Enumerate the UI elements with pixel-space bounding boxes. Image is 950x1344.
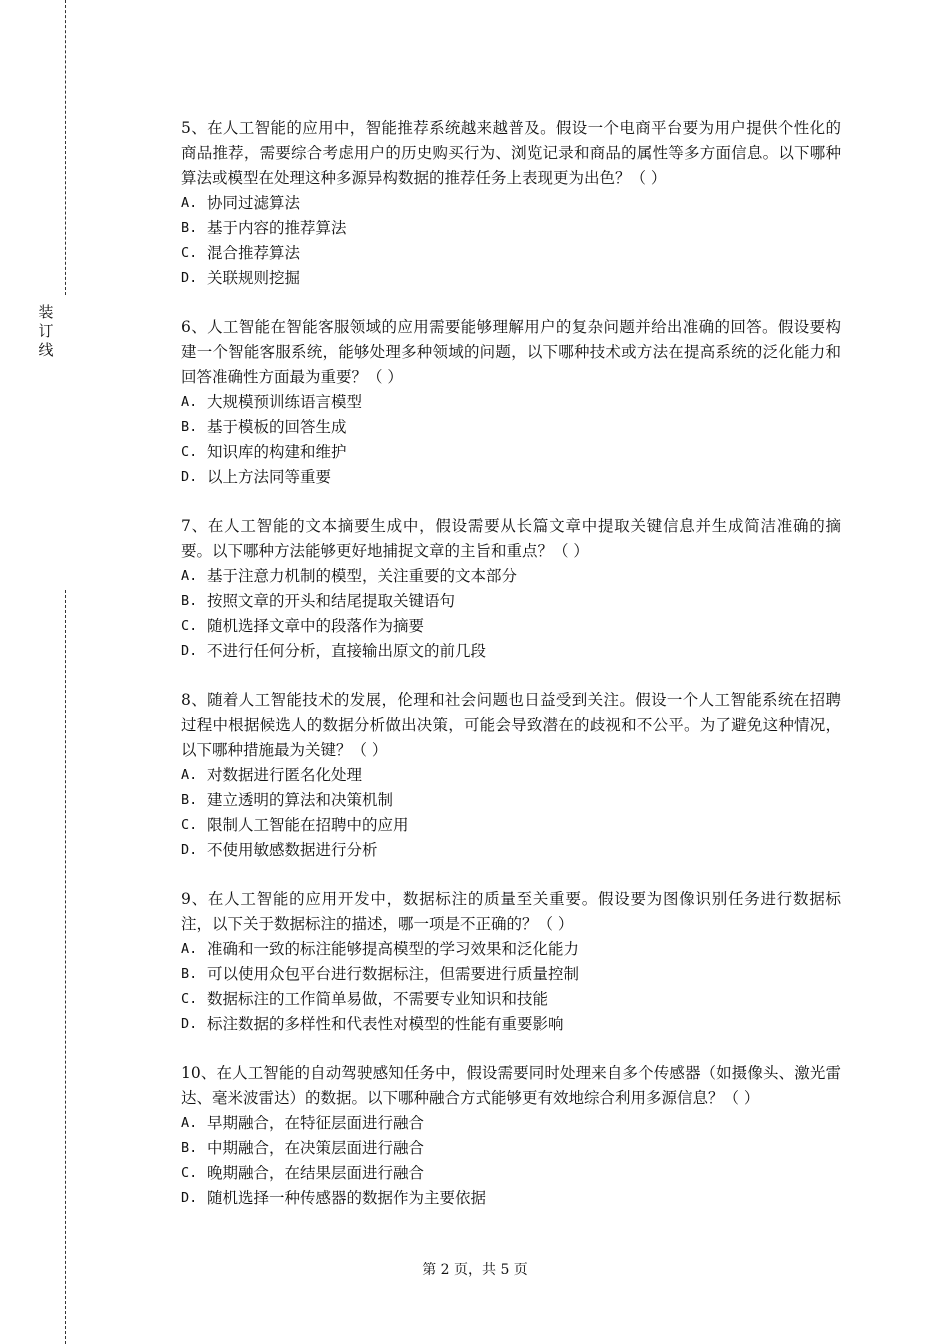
option-text: 协同过滤算法	[207, 194, 301, 212]
option-text: 随机选择一种传感器的数据作为主要依据	[207, 1189, 487, 1207]
question-list	[181, 116, 841, 1235]
option-b	[181, 1136, 841, 1161]
option-text: 标注数据的多样性和代表性对模型的性能有重要影响	[207, 1015, 564, 1033]
option-text: 基于注意力机制的模型，关注重要的文本部分	[207, 567, 518, 585]
option-letter: A.	[181, 1115, 198, 1131]
option-text: 以上方法同等重要	[207, 468, 332, 486]
option-letter: B.	[181, 966, 198, 982]
question-9	[181, 887, 841, 1037]
option-letter: B.	[181, 419, 198, 435]
question-stem: 8、随着人工智能技术的发展，伦理和社会问题也日益受到关注。假设一个人工智能系统在招聘过程中根据候选人的数据分析做出决策，可能会导致潜在的歧视和不公平。为了避免这种情况，以下哪种措施最为关键？（ ）	[181, 691, 841, 759]
question-5	[181, 116, 841, 291]
option-c	[181, 614, 841, 639]
option-letter: A.	[181, 941, 198, 957]
option-text: 不进行任何分析，直接输出原文的前几段	[207, 642, 487, 660]
option-a	[181, 1111, 841, 1136]
option-letter: C.	[181, 444, 198, 460]
binding-char: 订	[38, 322, 54, 340]
option-c	[181, 813, 841, 838]
option-b	[181, 788, 841, 813]
option-letter: C.	[181, 618, 198, 634]
question-stem: 6、人工智能在智能客服领域的应用需要能够理解用户的复杂问题并给出准确的回答。假设要构建一个智能客服系统，能够处理多种领域的问题，以下哪种技术或方法在提高系统的泛化能力和回答准确性方面最为重要？（ ）	[181, 318, 841, 386]
option-d	[181, 1186, 841, 1211]
option-text: 基于模板的回答生成	[207, 418, 347, 436]
option-text: 关联规则挖掘	[207, 269, 301, 287]
option-text: 建立透明的算法和决策机制	[207, 791, 394, 809]
option-b	[181, 589, 841, 614]
option-text: 随机选择文章中的段落作为摘要	[207, 617, 425, 635]
option-text: 知识库的构建和维护	[207, 443, 347, 461]
option-a	[181, 763, 841, 788]
option-letter: D.	[181, 1190, 198, 1206]
option-text: 可以使用众包平台进行数据标注，但需要进行质量控制	[207, 965, 580, 983]
option-letter: C.	[181, 817, 198, 833]
option-letter: C.	[181, 1165, 198, 1181]
option-text: 晚期融合，在结果层面进行融合	[207, 1164, 425, 1182]
question-stem: 9、在人工智能的应用开发中，数据标注的质量至关重要。假设要为图像识别任务进行数据标注，以下关于数据标注的描述，哪一项是不正确的？（ ）	[181, 890, 841, 933]
option-letter: B.	[181, 220, 198, 236]
binding-label	[36, 303, 56, 360]
option-a	[181, 564, 841, 589]
option-text: 中期融合，在决策层面进行融合	[207, 1139, 425, 1157]
option-text: 限制人工智能在招聘中的应用	[207, 816, 409, 834]
option-a	[181, 390, 841, 415]
binding-dashed-line-top	[65, 0, 66, 295]
option-letter: A.	[181, 767, 198, 783]
option-letter: D.	[181, 842, 198, 858]
option-letter: D.	[181, 270, 198, 286]
option-b	[181, 415, 841, 440]
binding-char: 线	[38, 341, 54, 359]
binding-dashed-line-bottom	[65, 590, 66, 1344]
option-c	[181, 440, 841, 465]
question-stem: 5、在人工智能的应用中，智能推荐系统越来越普及。假设一个电商平台要为用户提供个性化的商品推荐，需要综合考虑用户的历史购买行为、浏览记录和商品的属性等多方面信息。以下哪种算法或模型在处理这种多源异构数据的推荐任务上表现更为出色？（ ）	[181, 119, 841, 187]
option-c	[181, 987, 841, 1012]
option-text: 不使用敏感数据进行分析	[207, 841, 378, 859]
option-a	[181, 191, 841, 216]
question-6	[181, 315, 841, 490]
question-10	[181, 1061, 841, 1211]
option-text: 对数据进行匿名化处理	[207, 766, 363, 784]
option-d	[181, 266, 841, 291]
option-d	[181, 639, 841, 664]
option-letter: D.	[181, 643, 198, 659]
option-text: 准确和一致的标注能够提高模型的学习效果和泛化能力	[207, 940, 580, 958]
option-text: 早期融合，在特征层面进行融合	[207, 1114, 425, 1132]
question-8	[181, 688, 841, 863]
question-stem: 7、在人工智能的文本摘要生成中，假设需要从长篇文章中提取关键信息并生成简洁准确的摘要。以下哪种方法能够更好地捕捉文章的主旨和重点？（ ）	[181, 517, 841, 560]
binding-char: 装	[38, 303, 54, 321]
option-letter: B.	[181, 792, 198, 808]
option-text: 按照文章的开头和结尾提取关键语句	[207, 592, 456, 610]
option-a	[181, 937, 841, 962]
option-letter: B.	[181, 1140, 198, 1156]
option-c	[181, 241, 841, 266]
option-text: 大规模预训练语言模型	[207, 393, 363, 411]
option-letter: C.	[181, 245, 198, 261]
option-b	[181, 962, 841, 987]
option-letter: D.	[181, 469, 198, 485]
option-letter: C.	[181, 991, 198, 1007]
option-c	[181, 1161, 841, 1186]
question-stem: 10、在人工智能的自动驾驶感知任务中，假设需要同时处理来自多个传感器（如摄像头、激光雷达、毫米波雷达）的数据。以下哪种融合方式能够更有效地综合利用多源信息？（ ）	[181, 1064, 841, 1107]
option-letter: A.	[181, 195, 198, 211]
option-text: 基于内容的推荐算法	[207, 219, 347, 237]
option-text: 数据标注的工作简单易做，不需要专业知识和技能	[207, 990, 549, 1008]
option-letter: A.	[181, 394, 198, 410]
option-d	[181, 465, 841, 490]
option-letter: A.	[181, 568, 198, 584]
option-text: 混合推荐算法	[207, 244, 301, 262]
option-b	[181, 216, 841, 241]
option-letter: D.	[181, 1016, 198, 1032]
option-d	[181, 838, 841, 863]
option-letter: B.	[181, 593, 198, 609]
option-d	[181, 1012, 841, 1037]
question-7	[181, 514, 841, 664]
page-number-footer: 第 2 页，共 5 页	[422, 1262, 528, 1278]
